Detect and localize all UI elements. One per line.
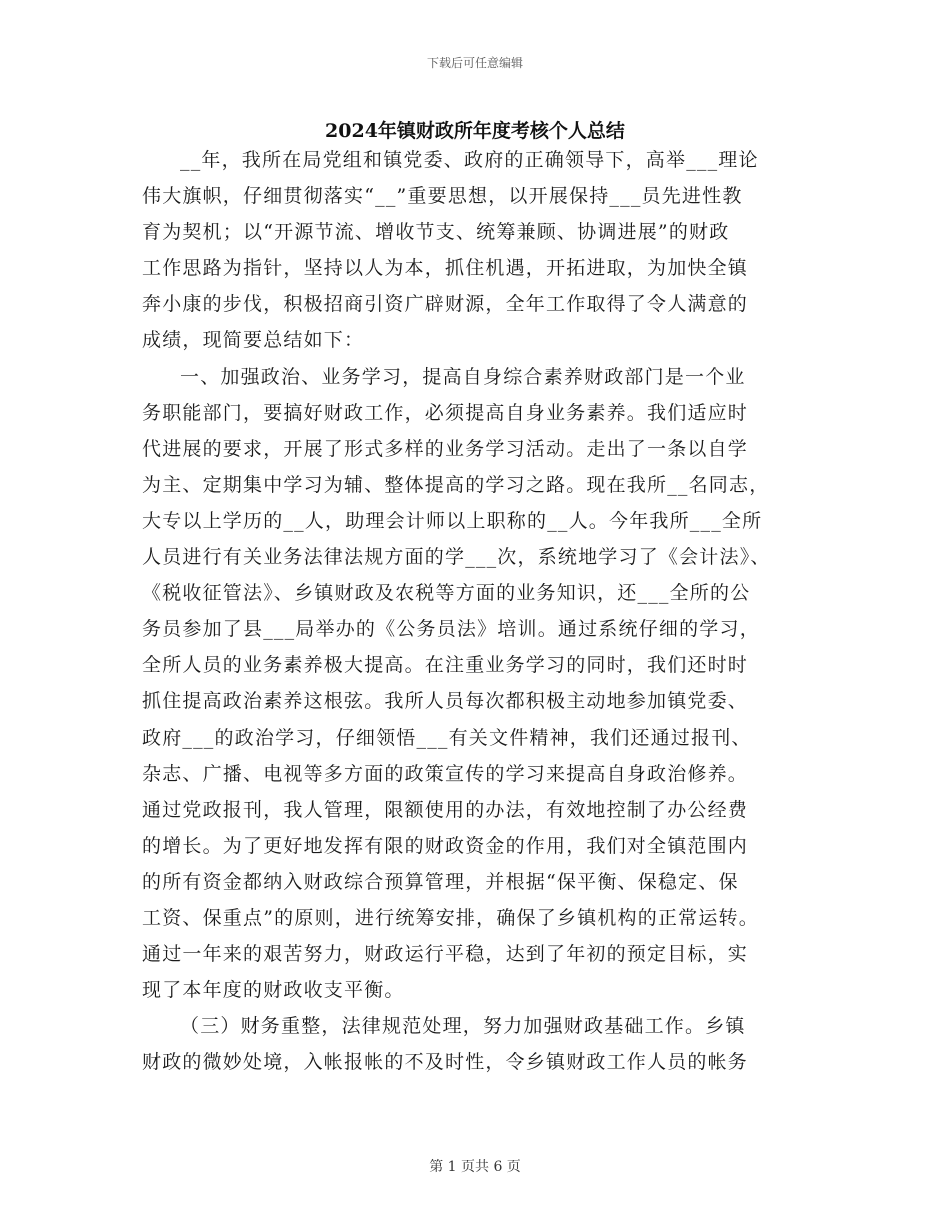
- body-line: 工资、保重点”的原则，进行统筹安排，确保了乡镇机构的正常运转。: [142, 906, 759, 929]
- body-line: 务员参加了县___局举办的《公务员法》培训。通过系统仔细的学习，: [142, 618, 760, 641]
- body-line: 人员进行有关业务法律法规方面的学___次，系统地学习了《会计法》、: [142, 546, 771, 569]
- body-line: 成绩，现简要总结如下：: [142, 329, 365, 352]
- body-line: 一、加强政治、业务学习，提高自身综合素养财政部门是一个业: [180, 365, 746, 388]
- body-line: 抓住提高政治素养这根弦。我所人员每次都积极主动地参加镇党委、: [142, 690, 749, 713]
- body-line: 务职能部门，要搞好财政工作，必须提高自身业务素养。我们适应时: [142, 401, 749, 424]
- body-line: 工作思路为指针，坚持以人为本，抓住机遇，开拓进取，为加快全镇: [142, 257, 749, 280]
- body-line: 杂志、广播、电视等多方面的政策宣传的学习来提高自身政治修养。: [142, 762, 749, 785]
- page-footer: 第 1 页共 6 页: [429, 1159, 521, 1175]
- body-line: 代进展的要求，开展了形式多样的业务学习活动。走出了一条以自学: [142, 437, 749, 460]
- body-line: 现了本年度的财政收支平衡。: [142, 979, 405, 1002]
- body-line: 通过一年来的艰苦努力，财政运行平稳，达到了年初的预定目标，实: [142, 943, 749, 966]
- page-header: 下载后可任意编辑: [426, 56, 523, 70]
- body-line: 政府___的政治学习，仔细领悟___有关文件精神，我们还通过报刊、: [142, 726, 752, 749]
- document-body: [142, 142, 812, 1080]
- body-line: 财政的微妙处境，入帐报帐的不及时性，令乡镇财政工作人员的帐务: [142, 1051, 749, 1074]
- body-line: __年，我所在局党组和镇党委、政府的正确领导下，高举___理论: [180, 149, 759, 171]
- body-line: 伟大旗帜，仔细贯彻落实“__”重要思想，以开展保持___员先进性教: [142, 185, 743, 208]
- document-title: 2024年镇财政所年度考核个人总结: [325, 120, 625, 142]
- body-line: 的增长。为了更好地发挥有限的财政资金的作用，我们对全镇范围内: [142, 834, 749, 857]
- body-line: 大专以上学历的__人，助理会计师以上职称的__人。今年我所___全所: [142, 509, 763, 532]
- body-line: 为主、定期集中学习为辅、整体提高的学习之路。现在我所__名同志，: [142, 473, 770, 496]
- body-line: （三）财务重整，法律规范处理，努力加强财政基础工作。乡镇: [180, 1015, 746, 1038]
- body-line: 《税收征管法》、乡镇财政及农税等方面的业务知识，还___全所的公: [142, 582, 751, 605]
- body-line: 全所人员的业务素养极大提高。在注重业务学习的同时，我们还时时: [142, 654, 749, 677]
- body-line: 奔小康的步伐，积极招商引资广辟财源，全年工作取得了令人满意的: [142, 293, 749, 316]
- body-line: 的所有资金都纳入财政综合预算管理，并根据“保平衡、保稳定、保: [142, 870, 739, 893]
- body-line: 育为契机；以“开源节流、增收节支、统筹兼顾、协调进展”的财政: [142, 221, 730, 244]
- body-line: 通过党政报刊，我人管理，限额使用的办法，有效地控制了办公经费: [142, 798, 749, 821]
